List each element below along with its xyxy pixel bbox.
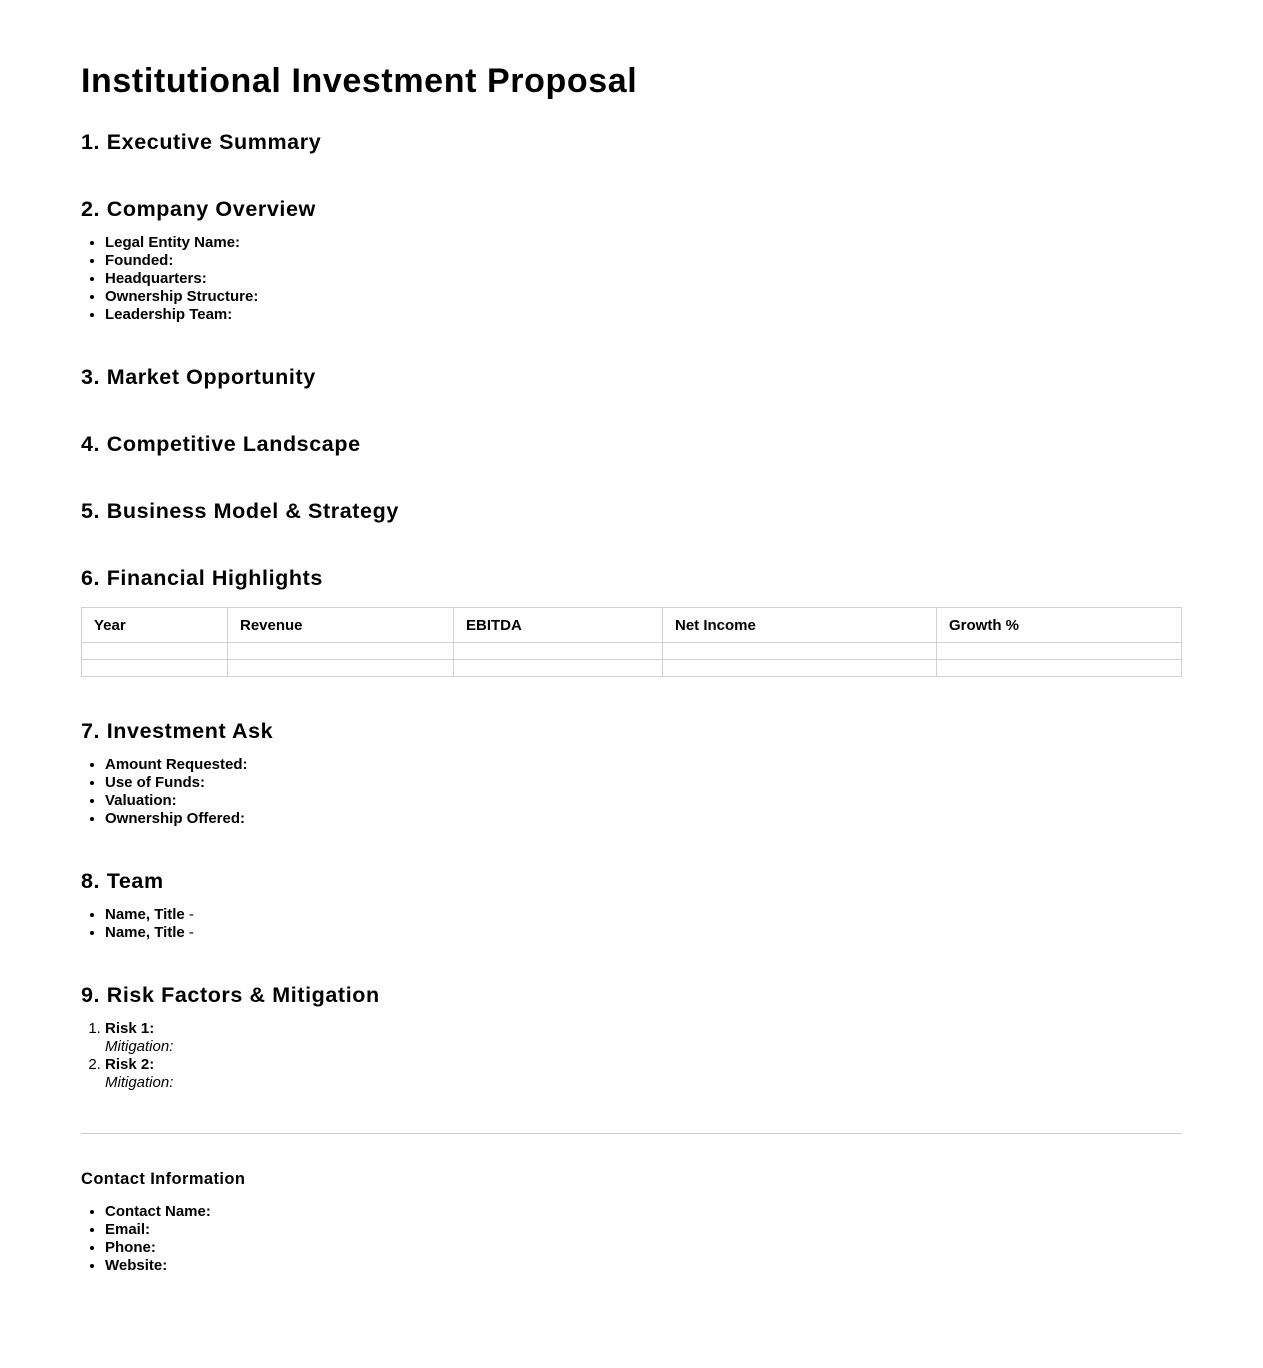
section-investment-ask-heading: 7. Investment Ask <box>81 719 274 743</box>
column-header-year: Year <box>82 608 228 643</box>
table-cell <box>937 660 1182 677</box>
list-item: 2. Risk 2: Mitigation: <box>105 1056 1182 1092</box>
column-header-ebitda: EBITDA <box>454 608 663 643</box>
section-team-heading: 8. Team <box>81 869 164 893</box>
contact-information-heading: Contact Information <box>81 1170 246 1188</box>
document-title: Institutional Investment Proposal <box>81 62 638 100</box>
table-cell <box>82 660 228 677</box>
list-item: • Valuation: <box>105 792 1182 810</box>
mitigation-label: Mitigation: <box>105 1074 174 1091</box>
list-item: • Use of Funds: <box>105 774 1182 792</box>
table-cell <box>454 660 663 677</box>
list-item: • Name, Title - <box>105 924 1182 942</box>
list-item: • Founded: <box>105 252 1182 270</box>
team-list <box>81 906 1182 942</box>
table-cell <box>82 643 228 660</box>
financial-highlights-table <box>81 607 1182 677</box>
section-risks-heading: 9. Risk Factors & Mitigation <box>81 983 380 1007</box>
table-row <box>82 660 1182 677</box>
list-item: • Headquarters: <box>105 270 1182 288</box>
list-item: • Contact Name: <box>105 1203 1182 1221</box>
table-row <box>82 643 1182 660</box>
section-business-model-heading: 5. Business Model & Strategy <box>81 499 399 523</box>
table-cell <box>937 643 1182 660</box>
list-item: • Ownership Structure: <box>105 288 1182 306</box>
section-company-overview-heading: 2. Company Overview <box>81 197 316 221</box>
company-overview-list <box>81 234 1182 324</box>
section-financial-highlights-heading: 6. Financial Highlights <box>81 566 323 590</box>
column-header-growth: Growth % <box>937 608 1182 643</box>
table-header-row <box>82 608 1182 643</box>
section-market-opportunity-heading: 3. Market Opportunity <box>81 365 316 389</box>
column-header-net-income: Net Income <box>663 608 937 643</box>
table-cell <box>663 643 937 660</box>
list-item: • Leadership Team: <box>105 306 1182 324</box>
column-header-revenue: Revenue <box>228 608 454 643</box>
investment-ask-list <box>81 756 1182 828</box>
table-cell <box>228 643 454 660</box>
divider <box>81 1133 1182 1134</box>
list-item: • Legal Entity Name: <box>105 234 1182 252</box>
list-item: • Name, Title - <box>105 906 1182 924</box>
document <box>81 0 1182 1298</box>
section-competitive-landscape-heading: 4. Competitive Landscape <box>81 432 361 456</box>
list-item: • Amount Requested: <box>105 756 1182 774</box>
list-item: • Ownership Offered: <box>105 810 1182 828</box>
mitigation-label: Mitigation: <box>105 1038 174 1055</box>
table-cell <box>228 660 454 677</box>
list-item: 1. Risk 1: Mitigation: <box>105 1020 1182 1056</box>
section-executive-summary-heading: 1. Executive Summary <box>81 130 322 154</box>
table-cell <box>663 660 937 677</box>
contact-list <box>81 1203 1182 1275</box>
list-item: • Website: <box>105 1257 1182 1275</box>
table-cell <box>454 643 663 660</box>
risks-list <box>81 1020 1182 1092</box>
list-item: • Phone: <box>105 1239 1182 1257</box>
list-item: • Email: <box>105 1221 1182 1239</box>
